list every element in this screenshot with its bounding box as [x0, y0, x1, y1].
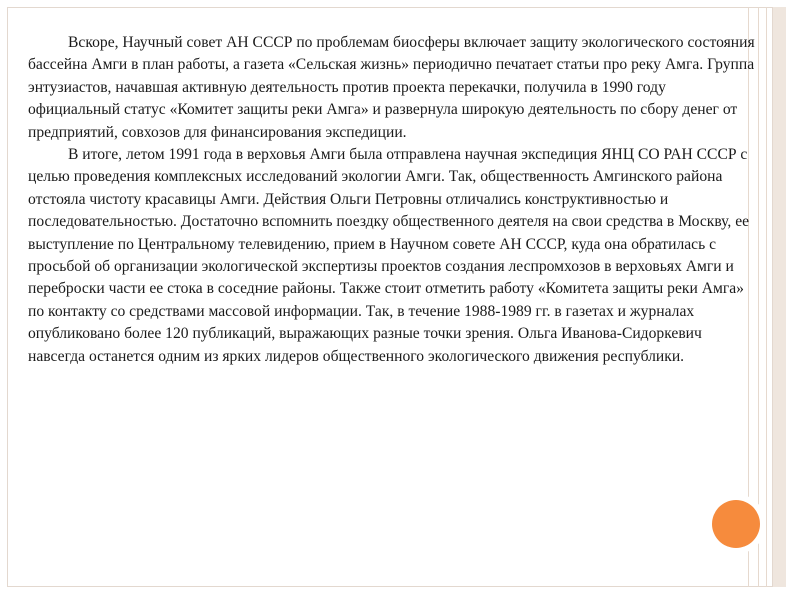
paragraph-1: Вскоре, Научный совет АН СССР по проблемам биосферы включает защиту экологического состояния бассейна Амги в план работы, а газета «Сельская жизнь» периодично печатает статьи про реку Амга. Группа энтузиастов, начавшая активную деятельность против проекта перекачки, получила в 1990 году официальный статус «Комитет защиты реки Амга» и развернула широкую деятельность по сбору денег от предприятий, совхозов для финансирования экспедиции.	[28, 34, 755, 141]
decorative-orange-circle	[712, 500, 760, 548]
decorative-rule	[766, 7, 767, 587]
slide-text-body	[28, 32, 758, 368]
decorative-side-panel	[772, 7, 786, 587]
paragraph-2: В итоге, летом 1991 года в верховья Амги была отправлена научная экспедиция ЯНЦ СО РАН СССР с целью проведения комплексных исследований экологии Амги. Так, общественность Амгинского района отстояла чистоту красавицы Амги. Действия Ольги Петровны отличались конструктивностью и последовательностью. Достаточно вспомнить поездку общественного деятеля на свои средства в Москву, ее выступление по Центральному телевидению, прием в Научном совете АН СССР, куда она обратилась с просьбой об организации экологической экспертизы проектов создания леспромхозов в верховьях Амги и переброски части ее стока в соседние районы. Также стоит отметить работу «Комитета защиты реки Амга» по контакту со средствами массовой информации. Так, в течение 1988-1989 гг. в газетах и журналах опубликовано более 120 публикаций, выражающих разные точки зрения. Ольга Иванова-Сидоркевич навсегда останется одним из ярких лидеров общественного экологического движения республики.	[28, 146, 750, 365]
decorative-rule	[758, 7, 759, 587]
